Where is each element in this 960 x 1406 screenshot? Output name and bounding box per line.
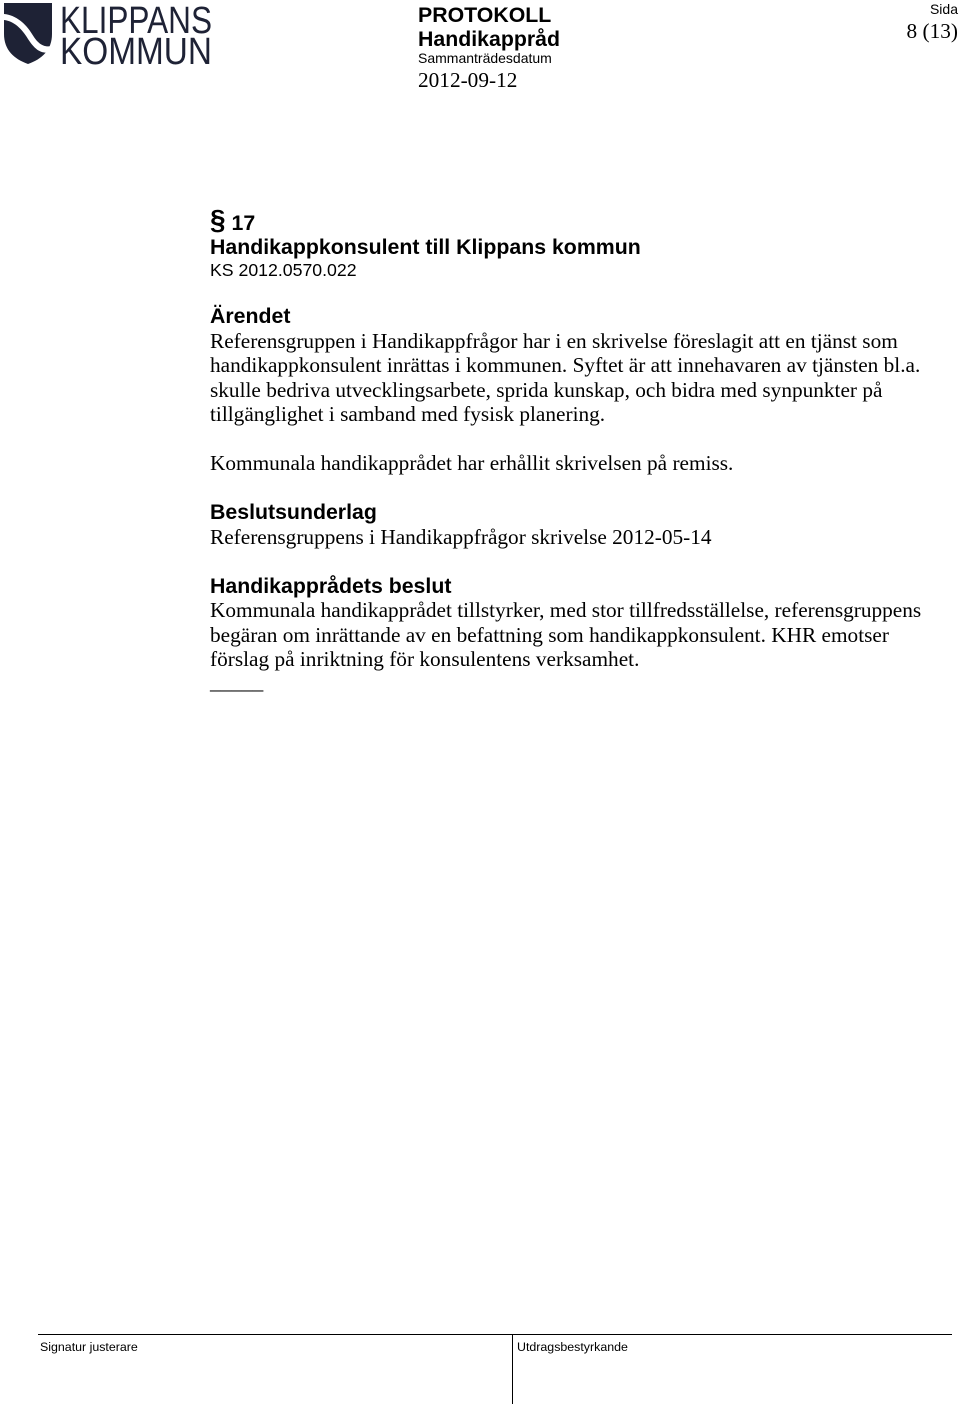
paragraph-line: begäran om inrättande av en befattning som handikappkonsulent. KHR emotser [210,622,889,647]
matter-section [210,304,940,476]
paragraph-line: tillgänglighet i samband med fysisk planering. [210,402,606,427]
paragraph-line: förslag på inriktning för konsulentens verksamhet. [210,647,640,672]
basis-section [210,500,940,549]
page-number: 8 (13) [906,18,958,43]
paragraph-line: Referensgruppens i Handikappfrågor skrivelse 2012-05-14 [210,524,712,549]
paragraph-line: handikappkonsulent inrättas i kommunen. Syftet är att innehavaren av tjänsten bl.a. [210,353,921,378]
meeting-date: 2012-09-12 [418,67,518,92]
footer-divider [38,1334,952,1335]
matter-remark: Kommunala handikapprådet har erhållit skrivelsen på remiss. [210,451,734,476]
committee-name: Handikappråd [418,26,561,51]
end-mark: _____ [210,669,264,694]
paragraph-line: skulle bedriva utvecklingsarbete, sprida kunskap, och bidra med synpunkter på [210,377,883,402]
paragraph-line: Referensgruppen i Handikappfrågor har i en skrivelse föreslagit att en tjänst som [210,328,898,353]
logo-wordmark-line-2: KOMMUN [60,31,212,73]
decision-section [210,574,940,697]
logo-wordmark-line-1: KLIPPANS [60,0,212,42]
signature-label: Signatur justerare [40,1339,138,1354]
municipality-shield-icon [4,3,52,64]
document-type: PROTOKOLL [418,2,552,27]
section-heading: Ärendet [210,304,291,329]
item-body [210,304,940,696]
footer-column-divider [512,1334,513,1404]
extract-certification-label: Utdragsbestyrkande [517,1339,628,1354]
section-heading: Beslutsunderlag [210,500,377,525]
paragraph-symbol: § [210,204,226,236]
municipality-logo [0,0,215,73]
section-heading: Handikapprådets beslut [210,573,452,598]
item-title: Handikappkonsulent till Klippans kommun [210,234,641,259]
item-number: 17 [231,210,256,235]
page-label: Sida [929,1,958,17]
paragraph-line: Kommunala handikapprådet tillstyrker, med stor tillfredsställelse, referensgruppens [210,598,922,623]
case-number: KS 2012.0570.022 [210,260,357,281]
meeting-date-label: Sammanträdesdatum [418,50,552,66]
